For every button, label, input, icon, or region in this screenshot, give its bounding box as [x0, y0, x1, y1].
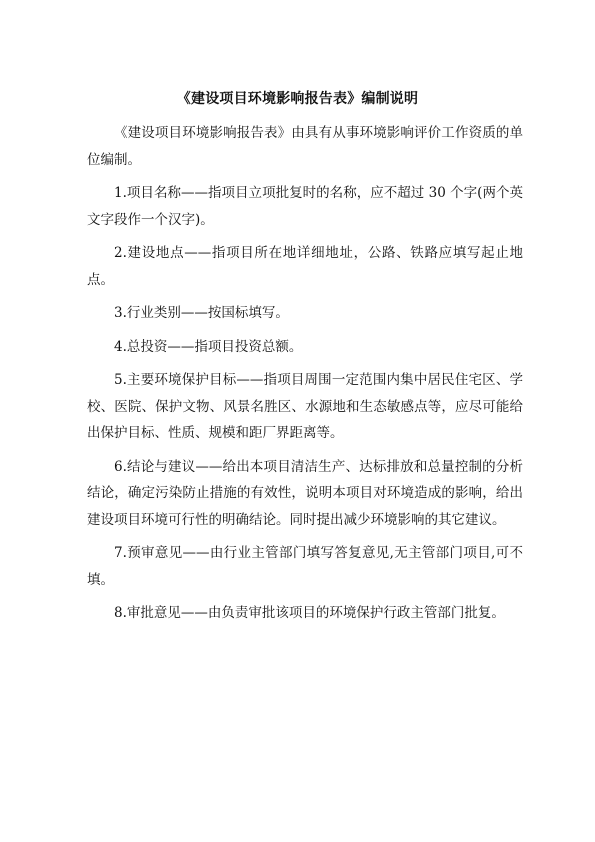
item-approval-opinion: 8.审批意见——由负责审批该项目的环境保护行政主管部门批复。 — [114, 605, 505, 621]
item-total-investment: 4.总投资——指项目投资总额。 — [114, 338, 303, 355]
intro-paragraph: 《建设项目环境影响报告表》由具有从事环境影响评价工作资质的单位编制。 — [87, 125, 523, 168]
item-protection-targets: 5.主要环境保护目标——指项目周围一定范围内集中居民住宅区、学校、医院、保护文物、风景名胜区、水源地和生态敏感点等，应尽可能给出保护目标、性质、规模和距厂界距离等。 — [87, 372, 523, 441]
item-project-name: 1.项目名称——指项目立项批复时的名称，应不超过 30 个字(两个英文字段作一个汉字)。 — [87, 185, 523, 228]
item-industry-category: 3.行业类别——按国标填写。 — [114, 305, 289, 321]
document-body — [87, 120, 523, 634]
item-construction-site: 2.建设地点——指项目所在地详细地址，公路、铁路应填写起止地点。 — [87, 245, 523, 288]
item-conclusion: 6.结论与建议——给出本项目清洁生产、达标排放和总量控制的分析结论，确定污染防止措施的有效性，说明本项目对环境造成的影响，给出建设项目环境可行性的明确结论。同时提出减少环境影响的其它建议。 — [87, 458, 523, 528]
item-preliminary-review: 7.预审意见——由行业主管部门填写答复意见,无主管部门项目,可不填。 — [87, 545, 523, 588]
document-title: 《建设项目环境影响报告表》编制说明 — [176, 91, 419, 107]
